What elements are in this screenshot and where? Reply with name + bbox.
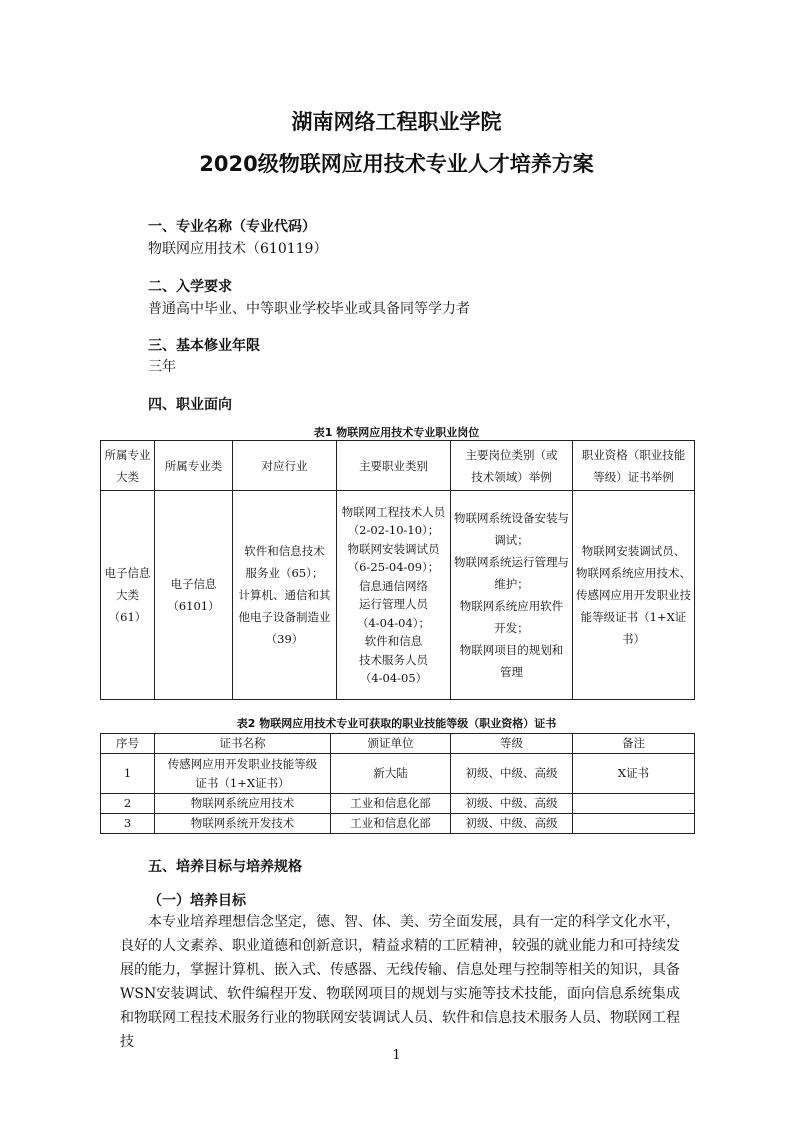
section-2-text: 普通高中毕业、中等职业学校毕业或具备同等学力者 — [148, 301, 470, 317]
table-cell — [573, 814, 695, 834]
table-cell: 新大陆 — [331, 754, 451, 794]
table-cell: 1 — [101, 754, 155, 794]
table-cell: 初级、中级、高级 — [451, 794, 573, 814]
table-header-cell: 颁证单位 — [331, 734, 451, 754]
table-cell: 物联网系统设备安装与 调试； 物联网系统运行管理与 维护； 物联网系统应用软件 开发； 物联网项目的规划和 管理 — [451, 491, 573, 700]
section-1-heading: 一、专业名称（专业代码） — [148, 219, 316, 235]
table-cell: 物联网系统应用技术 — [155, 794, 331, 814]
training-goal-paragraph — [120, 910, 680, 1054]
table-header-cell: 备注 — [573, 734, 695, 754]
school-title: 湖南网络工程职业学院 — [291, 110, 502, 134]
table-row — [101, 491, 695, 700]
table-cell: 电子信息 大类 （61） — [101, 491, 155, 700]
occupation-table — [100, 440, 695, 700]
table-header-cell: 等级 — [451, 734, 573, 754]
table-row — [101, 794, 695, 814]
table-header-cell: 序号 — [101, 734, 155, 754]
section-1-text: 物联网应用技术（610119） — [148, 241, 328, 257]
table-cell: X证书 — [573, 754, 695, 794]
table-cell: 工业和信息化部 — [331, 814, 451, 834]
table-cell: 物联网系统开发技术 — [155, 814, 331, 834]
table-cell: 物联网安装调试员、 物联网系统应用技术、 传感网应用开发职业技 能等级证书（1+X证 书） — [573, 491, 695, 700]
section-3-text: 三年 — [148, 359, 176, 375]
table-cell: 初级、中级、高级 — [451, 814, 573, 834]
table-cell: 电子信息 （6101） — [155, 491, 233, 700]
table-cell: 工业和信息化部 — [331, 794, 451, 814]
section-5-subheading: （一）培养目标 — [148, 893, 246, 909]
table-2-caption: 表2 物联网应用技术专业可获取的职业技能等级（职业资格）证书 — [236, 717, 557, 730]
table-header-cell: 所属专业类 — [155, 441, 233, 491]
section-2-heading: 二、入学要求 — [148, 279, 232, 295]
table-header-cell: 证书名称 — [155, 734, 331, 754]
section-3-heading: 三、基本修业年限 — [148, 338, 260, 354]
section-4-heading: 四、职业面向 — [148, 397, 232, 413]
table-cell: 传感网应用开发职业技能等级 证书（1+X证书） — [155, 754, 331, 794]
table-cell: 2 — [101, 794, 155, 814]
certificate-table — [100, 733, 695, 834]
paragraph-text: 本专业培养理想信念坚定，德、智、体、美、劳全面发展，具有一定的科学文化水平，良好的人文素养、职业道德和创新意识，精益求精的工匠精神，较强的就业能力和可持续发展的能力，掌握计算机、嵌入式、传感器、无线传输、信息处理与控制等相关的知识，具备WSN安装调试、软件编程开发、物联网项目的规划与实施等技术技能，面向信息系统集成和物联网工程技术服务行业的物联网安装调试人员、软件和信息技术服务人员、物联网工程技 — [120, 914, 680, 1050]
table-1-caption: 表1 物联网应用技术专业职业岗位 — [313, 426, 480, 439]
table-cell: 初级、中级、高级 — [451, 754, 573, 794]
table-header-cell: 主要岗位类别（或 技术领域）举例 — [451, 441, 573, 491]
page-number: 1 — [392, 1048, 401, 1063]
table-header-cell: 所属专业 大类 — [101, 441, 155, 491]
table-cell: 物联网工程技术人员 （2-02-10-10）； 物联网安装调试员 （6-25-04-09）； 信息通信网络 运行管理人员 （4-04-04）； 软件和信息 技术服务人员 （4-04-05） — [337, 491, 451, 700]
table-header-cell: 对应行业 — [233, 441, 337, 491]
table-row — [101, 754, 695, 794]
table-cell — [573, 794, 695, 814]
table-header-cell: 主要职业类别 — [337, 441, 451, 491]
section-5-heading: 五、培养目标与培养规格 — [148, 859, 302, 875]
table-row — [101, 814, 695, 834]
table-header-cell: 职业资格（职业技能 等级）证书举例 — [573, 441, 695, 491]
program-title: 2020级物联网应用技术专业人才培养方案 — [199, 152, 594, 176]
table-cell: 3 — [101, 814, 155, 834]
table-cell: 软件和信息技术 服务业（65）； 计算机、通信和其 他电子设备制造业 （39） — [233, 491, 337, 700]
